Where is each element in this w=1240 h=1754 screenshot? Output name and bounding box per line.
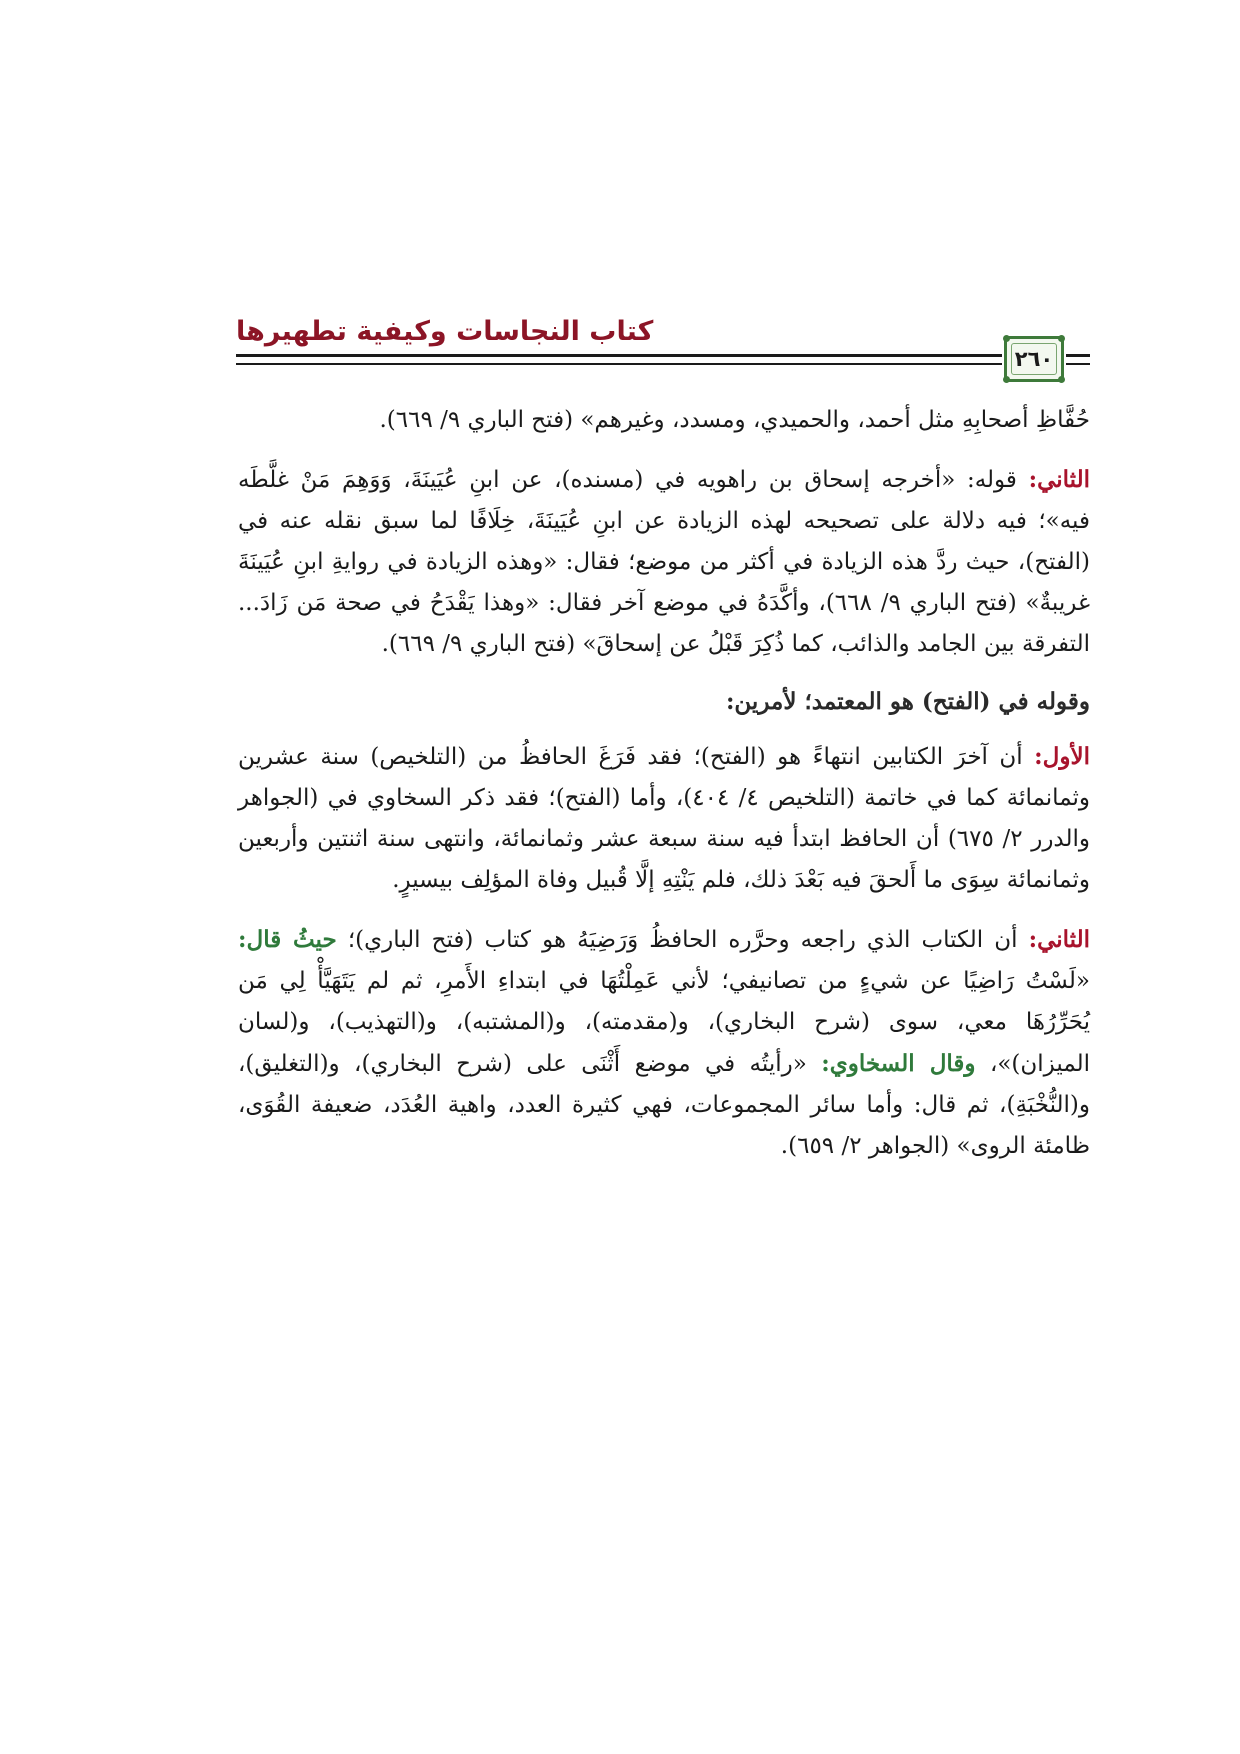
paragraph-text: «لَسْتُ رَاضِيًا عن شيءٍ من تصانيفي؛ لأني عَمِلْتُهَا في ابتداءِ الأَمرِ، ثم لم يَتَهَيَّأْ لِي مَن يُحَرِّرُهَا معي، سوى (شرح البخاري)، و(مقدمته)، و(المشتبه)، و(التهذيب)، و(لسان الميزان)»، [238,968,1091,1077]
point-label: الأول: [1034,743,1090,770]
header-rule-bottom-right [1066,363,1090,365]
point-label: الثاني: [1028,926,1090,953]
paragraph-text: قوله: «أخرجه إسحاق بن راهويه في (مسنده)، عن ابنِ عُيَينَةَ، وَوَهِمَ مَنْ غلَّطَه فيه»؛ فيه دلالة على تصحيحه لهذه الزيادة عن ابنِ عُيَينَةَ، خِلَافًا لما سبق نقله عنه في (الفتح)، حيث ردَّ هذه الزيادة في أكثر من موضع؛ فقال: «وهذه الزيادة في روايةِ ابنِ عُيَينَةَ غريبةٌ» (فتح الباري ٩/ ٦٦٨)، وأكَّدَهُ في موضع آخر فقال: «وهذا يَقْدَحُ في صحة مَن زَادَ... التفرقة بين الجامد والذائب، كما ذُكِرَ قَبْلُ عن إسحاقَ» (فتح الباري ٩/ ٦٦٩). [238,467,1090,657]
header-rule-top [236,354,1002,357]
ornament-corner-icon [1058,335,1065,342]
running-head-title: كتاب النجاسات وكيفية تطهيرها [236,316,654,347]
quote-label: وقال السخاوي: [821,1050,976,1077]
paragraph-text: «رأيتُه في موضع أَثْنَى على (شرح البخاري)، و(التغليق)، و(النُّخْبَةِ)، ثم قال: وأما سائر المجموعات، فهي كثيرة العدد، واهية العُدَد، ضعيفة القُوَى، ظامئة الروى» (الجواهر ٢/ ٦٥٩). [238,1051,1090,1159]
ornament-corner-icon [1003,335,1010,342]
page-number: ٢٦٠ [1014,347,1054,371]
header-rule-top-right [1066,354,1090,357]
ornament-corner-icon [1058,376,1065,383]
paragraph-text: أن آخرَ الكتابين انتهاءً هو (الفتح)؛ فقد فَرَغَ الحافظُ من (التلخيص) سنة عشرين وثمانمائة كما في خاتمة (التلخيص ٤/ ٤٠٤)، وأما (الفتح)؛ فقد ذكر السخاوي في (الجواهر والدرر ٢/ ٦٧٥) أن الحافظ ابتدأ فيه سنة سبعة عشر وثمانمائة، وانتهى سنة اثنتين وأربعين وثمانمائة سِوَى ما أَلحقَ فيه بَعْدَ ذلك، فلم يَنْتِهِ إلَّا قُبيل وفاة المؤلِف بيسيرٍ. [238,744,1091,893]
paragraph-second-point [238,459,1090,665]
point-label: الثاني: [1028,466,1091,493]
main-text [238,400,1090,1167]
section-heading: وقوله في (الفتح) هو المعتمد؛ لأمرين: [725,688,1090,715]
paragraph-first-reason [238,736,1090,901]
page-number-badge [1004,336,1064,382]
quote-label: حيثُ قال: [238,926,337,953]
ornament-corner-icon [1003,376,1010,383]
paragraph-second-reason [238,919,1090,1167]
paragraph-text: أن الكتاب الذي راجعه وحرَّره الحافظُ وَرَضِيَهُ هو كتاب (فتح الباري)؛ [347,927,1018,953]
header-rule-bottom [236,363,1002,365]
paragraph-continuation: حُفَّاظِ أصحابِهِ مثل أحمد، والحميدي، ومسدد، وغيرهم» (فتح الباري ٩/ ٦٦٩). [379,407,1090,433]
